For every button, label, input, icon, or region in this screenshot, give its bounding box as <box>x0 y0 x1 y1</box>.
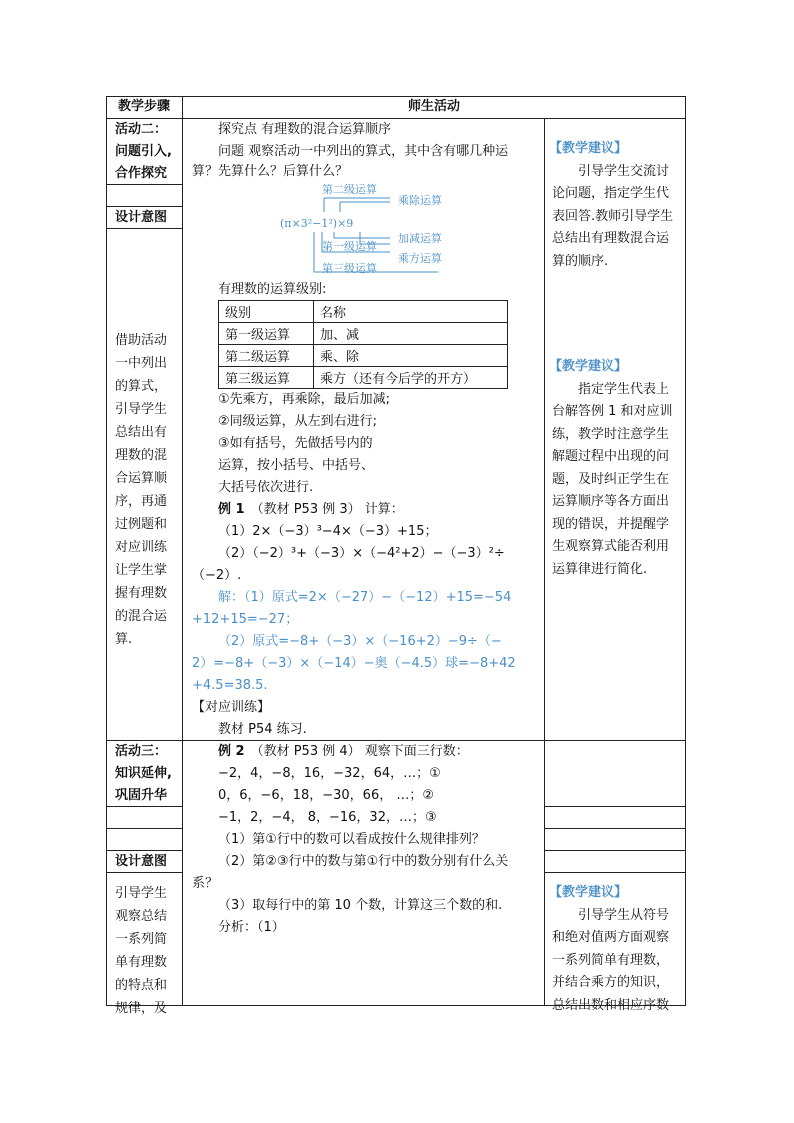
design-intent-line: 让学生掌 <box>115 563 168 578</box>
row-divider <box>106 118 686 119</box>
design-intent-line: 合运算顺 <box>115 471 168 486</box>
table-row <box>219 367 508 389</box>
solution-line: （2）原式=−8+（−3）×（−16+2）−9÷（− <box>218 634 502 649</box>
design-intent-line: 理数的混 <box>115 448 168 463</box>
design-intent-line: 借助活动 <box>115 333 168 348</box>
teaching-suggestion-3 <box>549 882 680 1013</box>
table-cell: 乘、除 <box>314 345 508 367</box>
number-row-1: −2，4，−8，16，−32，64，…；① <box>218 766 441 781</box>
design-intent-line: 引导学生 <box>115 886 168 901</box>
number-row-3: −1，2，−4， 8，−16，32，…；③ <box>218 810 437 825</box>
suggestion-tag: 【教学建议】 <box>549 885 628 900</box>
activity-three-label: 巩固升华 <box>115 788 168 803</box>
header-activity: 师生活动 <box>407 99 460 114</box>
row-divider <box>106 184 182 185</box>
table-cell: 第三级运算 <box>219 367 314 389</box>
row-divider <box>106 872 182 873</box>
design-intent-line: 的算式， <box>115 379 168 394</box>
example-2 <box>218 744 469 760</box>
solution-line: 解：（1）原式=2×（−27）−（−12）+15=−54 <box>218 590 512 605</box>
example-2-question-3: （3）取每行中的第 10 个数，计算这三个数的和. <box>218 898 503 913</box>
diagram-addsub-label: 加减运算 <box>398 232 442 245</box>
example-2-question-2: 系？ <box>192 876 219 891</box>
example-2-label: 例 2 <box>218 744 245 759</box>
row-divider <box>106 850 182 851</box>
design-intent-line: 过例题和 <box>115 517 168 532</box>
example-2-question-2: （2）第②③行中的数与第①行中的数分别有什么关 <box>218 854 509 869</box>
design-intent-label: 设计意图 <box>115 854 168 869</box>
table-row <box>219 323 508 345</box>
teaching-suggestion-2 <box>549 356 680 581</box>
design-intent-line: 一中列出 <box>115 356 168 371</box>
row-divider <box>106 740 686 741</box>
design-intent-line: 的混合运 <box>115 609 168 624</box>
suggestion-tag: 【教学建议】 <box>549 141 628 156</box>
analysis-line: 分析：（1） <box>218 920 285 935</box>
suggestion-text: 引导学生从符号和绝对值两方面观察一系列简单有理数，并结合乘方的知识，总结出数和相应序数 <box>552 907 670 1013</box>
design-intent-line: 握有理数 <box>115 586 168 601</box>
rule-line: ③如有括号，先做括号内的 <box>218 436 373 451</box>
example-1-source: （教材 P53 例 3） 计算： <box>250 502 404 517</box>
training-title: 【对应训练】 <box>192 700 271 715</box>
table-cell: 第一级运算 <box>219 323 314 345</box>
operation-levels-table <box>218 300 508 389</box>
table-header-row <box>219 301 508 323</box>
suggestion-text: 引导学生交流讨论问题，指定学生代表回答.教师引导学生总结出有理数混合运算的顺序. <box>552 163 674 269</box>
table-header-cell: 级别 <box>219 301 314 323</box>
activity-three-label: 活动三： <box>115 744 168 759</box>
rule-line: ①先乘方，再乘除，最后加减; <box>218 392 391 407</box>
diagram-power-label: 乘方运算 <box>398 252 442 265</box>
row-divider <box>106 206 182 207</box>
activity-three-label: 知识延伸, <box>115 766 172 781</box>
solution-line: 2）=−8+（−3）×（−14）−奥（−4.5）球=−8+42 <box>192 656 516 671</box>
rule-line: 运算，按小括号、中括号、 <box>218 458 375 473</box>
row-divider <box>106 228 182 229</box>
design-intent-line: 总结出有 <box>115 425 168 440</box>
solution-line: +4.5=38.5. <box>192 678 268 693</box>
rule-line: ②同级运算，从左到右进行; <box>218 414 378 429</box>
header-step: 教学步骤 <box>117 99 170 114</box>
example-1-question-2: （2）（−2）³+（−3）×（−4²+2）−（−3）²÷ <box>218 546 505 561</box>
solution-line: +12+15=−27； <box>192 612 299 627</box>
levels-title: 有理数的运算级别: <box>218 282 327 297</box>
example-1 <box>218 502 404 518</box>
row-divider <box>544 828 686 829</box>
table-row <box>219 345 508 367</box>
design-intent-line: 单有理数 <box>115 955 168 970</box>
diagram-muldiv-label: 乘除运算 <box>398 194 442 207</box>
design-intent-line: 的特点和 <box>115 978 168 993</box>
example-1-label: 例 1 <box>218 502 245 517</box>
row-divider <box>544 806 686 807</box>
design-intent-line: 引导学生 <box>115 402 168 417</box>
diagram-expression: (π×3²−1²)×9 <box>280 217 354 230</box>
activity-two-label: 合作探究 <box>115 166 168 181</box>
suggestion-text: 指定学生代表上台解答例 1 和对应训练，教学时注意学生解题过程中出现的问题，及时纠正学生在运算顺序等各方面出现的错误，并提醒学生观察算式能否利用运算律进行简化. <box>552 381 673 577</box>
table-cell: 第二级运算 <box>219 345 314 367</box>
design-intent-line: 观察总结 <box>115 909 168 924</box>
suggestion-tag: 【教学建议】 <box>549 359 628 374</box>
design-intent-line: 对应训练 <box>115 540 168 555</box>
activity-two-label: 问题引入, <box>115 144 172 159</box>
example-2-question-1: （1）第①行中的数可以看成按什么规律排列？ <box>218 832 485 847</box>
row-divider <box>106 828 182 829</box>
design-intent-line: 规律，及 <box>115 1001 168 1016</box>
number-row-2: 0，6，−6，18，−30，66， …；② <box>218 788 435 803</box>
diagram-level1-label: 第一级运算 <box>322 240 377 253</box>
rule-line: 大括号依次进行. <box>218 480 314 495</box>
diagram-level2-label: 第二级运算 <box>322 183 377 196</box>
table-header-cell: 名称 <box>314 301 508 323</box>
design-intent-line: 算. <box>115 632 133 647</box>
table-cell: 乘方（还有今后学的开方） <box>314 367 508 389</box>
design-intent-label: 设计意图 <box>115 210 168 225</box>
example-1-question-1: （1）2×（−3）³−4×（−3）+15； <box>218 524 438 539</box>
row-divider <box>106 806 182 807</box>
activity-two-label: 活动二： <box>115 122 168 137</box>
training-text: 教材 P54 练习. <box>218 722 307 737</box>
row-divider <box>544 872 686 873</box>
question-line: 算？先算什么？后算什么？ <box>192 164 349 179</box>
diagram-level3-label: 第三级运算 <box>322 262 377 275</box>
table-cell: 加、减 <box>314 323 508 345</box>
design-intent-line: 序，再通 <box>115 494 168 509</box>
col-divider-1 <box>182 96 183 1006</box>
question-line: 问题 观察活动一中列出的算式，其中含有哪几种运 <box>218 144 509 159</box>
explore-point: 探究点 有理数的混合运算顺序 <box>218 122 392 137</box>
example-2-source: （教材 P53 例 4） 观察下面三行数： <box>250 744 469 759</box>
teaching-suggestion-1 <box>549 138 680 273</box>
example-1-question-2: （−2）. <box>192 568 242 583</box>
operation-level-diagram <box>270 180 464 278</box>
row-divider <box>544 850 686 851</box>
design-intent-line: 一系列简 <box>115 932 168 947</box>
